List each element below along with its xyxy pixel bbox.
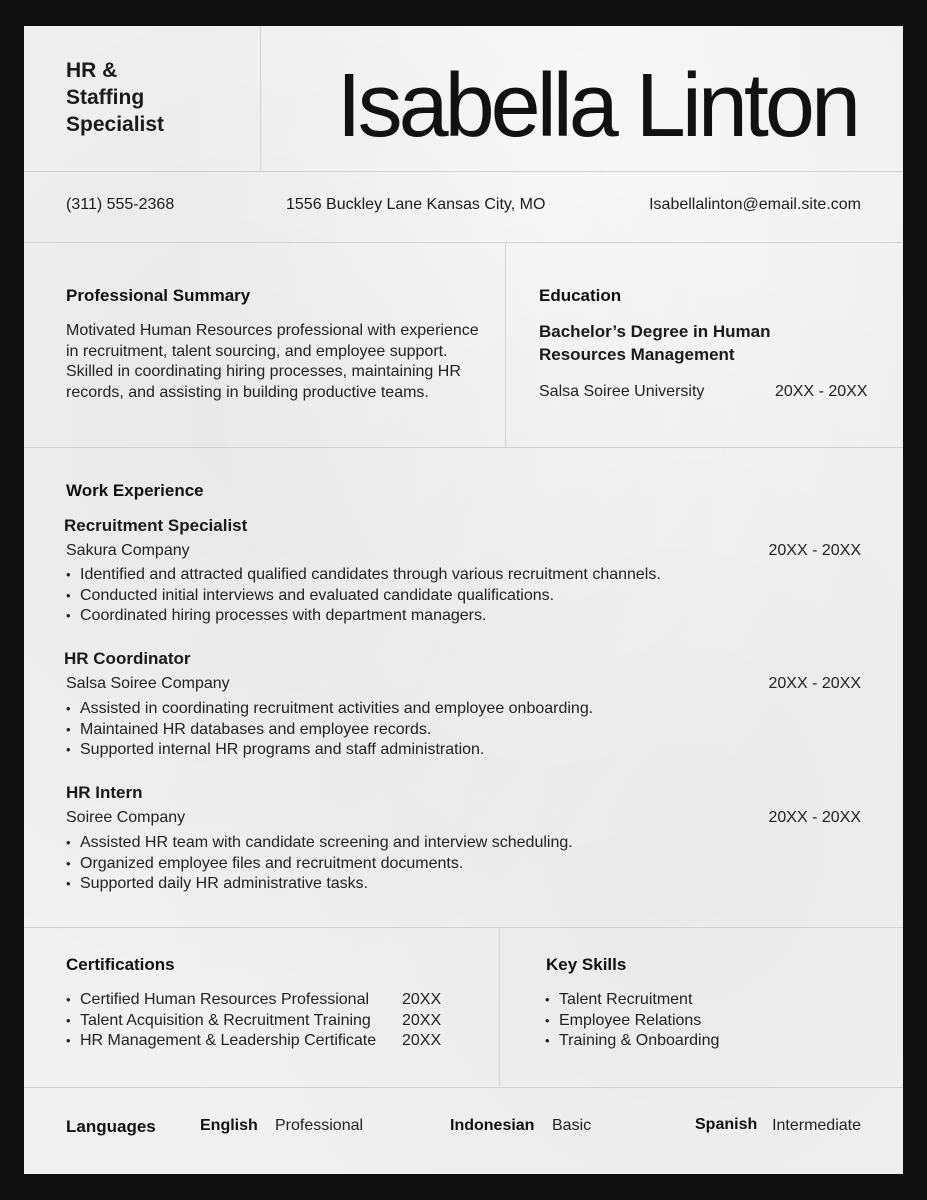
list-item: • Talent Recruitment — [545, 990, 719, 1011]
certification-name: HR Management & Leadership Certificate — [80, 1032, 377, 1049]
skills-list — [545, 990, 719, 1052]
list-item: • Employee Relations — [545, 1011, 719, 1032]
job-dates: 20XX - 20XX — [768, 675, 861, 692]
language-name: Indonesian — [450, 1117, 535, 1134]
job-title-line: HR & — [66, 59, 118, 82]
divider — [24, 927, 903, 928]
job-dates: 20XX - 20XX — [768, 809, 861, 826]
candidate-name: Isabella Linton — [336, 56, 857, 156]
languages-heading: Languages — [66, 1117, 156, 1136]
summary-text: Motivated Human Resources professional with experience in recruitment, talent sourcing, and employee support. Skilled in coordinating hiring processes, maintaining HR records, and assisting in building productive teams. — [66, 322, 479, 401]
job-bullets — [66, 833, 573, 895]
job-dates: 20XX - 20XX — [768, 542, 861, 559]
contact-email: Isabellalinton@email.site.com — [649, 196, 861, 213]
skills-heading: Key Skills — [546, 955, 627, 974]
list-item: • Maintained HR databases and employee records. — [66, 720, 593, 741]
job-title-line: Specialist — [66, 113, 165, 136]
list-item: • Identified and attracted qualified candidates through various recruitment channels. — [66, 565, 661, 586]
certification-year: 20XX — [402, 991, 442, 1008]
list-item — [66, 1031, 376, 1052]
list-item — [66, 1011, 376, 1032]
language-name: Spanish — [695, 1116, 758, 1133]
certifications-list — [66, 990, 376, 1052]
certification-name: Certified Human Resources Professional — [80, 991, 370, 1008]
experience-heading: Work Experience — [66, 481, 204, 500]
section-divider — [505, 242, 506, 447]
certifications-heading: Certifications — [66, 955, 175, 974]
education-heading: Education — [539, 286, 622, 305]
section-divider — [499, 927, 500, 1087]
job-bullets — [66, 699, 593, 761]
certification-year: 20XX — [402, 1011, 442, 1029]
job-title — [66, 57, 226, 138]
list-item — [66, 990, 376, 1011]
job-title: Recruitment Specialist — [64, 516, 248, 535]
divider — [24, 1087, 903, 1088]
contact-phone: (311) 555-2368 — [66, 196, 175, 213]
list-item: • Organized employee files and recruitment documents. — [66, 854, 573, 875]
divider — [24, 242, 903, 243]
language-level: Professional — [275, 1117, 364, 1134]
job-company: Soiree Company — [66, 809, 186, 826]
summary-heading: Professional Summary — [66, 286, 251, 305]
language-level: Intermediate — [772, 1117, 861, 1134]
education-dates: 20XX - 20XX — [775, 383, 868, 400]
job-title: HR Coordinator — [64, 649, 191, 668]
job-company: Sakura Company — [66, 542, 190, 559]
resume-page — [24, 26, 903, 1174]
education-degree: Bachelor’s Degree in Human Resources Management — [539, 322, 771, 364]
list-item: • Assisted HR team with candidate screening and interview scheduling. — [66, 833, 573, 854]
list-item: • Training & Onboarding — [545, 1031, 719, 1052]
list-item: • Supported internal HR programs and staff administration. — [66, 740, 593, 761]
list-item: • Supported daily HR administrative tasks. — [66, 874, 573, 895]
job-company: Salsa Soiree Company — [66, 675, 230, 692]
divider — [24, 171, 903, 172]
certification-name: Talent Acquisition & Recruitment Training — [80, 1011, 371, 1029]
list-item: • Assisted in coordinating recruitment activities and employee onboarding. — [66, 699, 593, 720]
header-divider — [260, 26, 261, 171]
list-item: • Coordinated hiring processes with department managers. — [66, 606, 661, 627]
list-item: • Conducted initial interviews and evaluated candidate qualifications. — [66, 586, 661, 607]
divider — [24, 447, 903, 448]
language-level: Basic — [552, 1117, 592, 1134]
contact-address: 1556 Buckley Lane Kansas City, MO — [286, 196, 546, 213]
certification-year: 20XX — [402, 1032, 442, 1049]
job-title-line: Staffing — [66, 86, 145, 109]
language-name: English — [200, 1117, 258, 1134]
job-bullets — [66, 565, 661, 627]
education-school: Salsa Soiree University — [539, 383, 705, 400]
job-title: HR Intern — [66, 783, 143, 802]
